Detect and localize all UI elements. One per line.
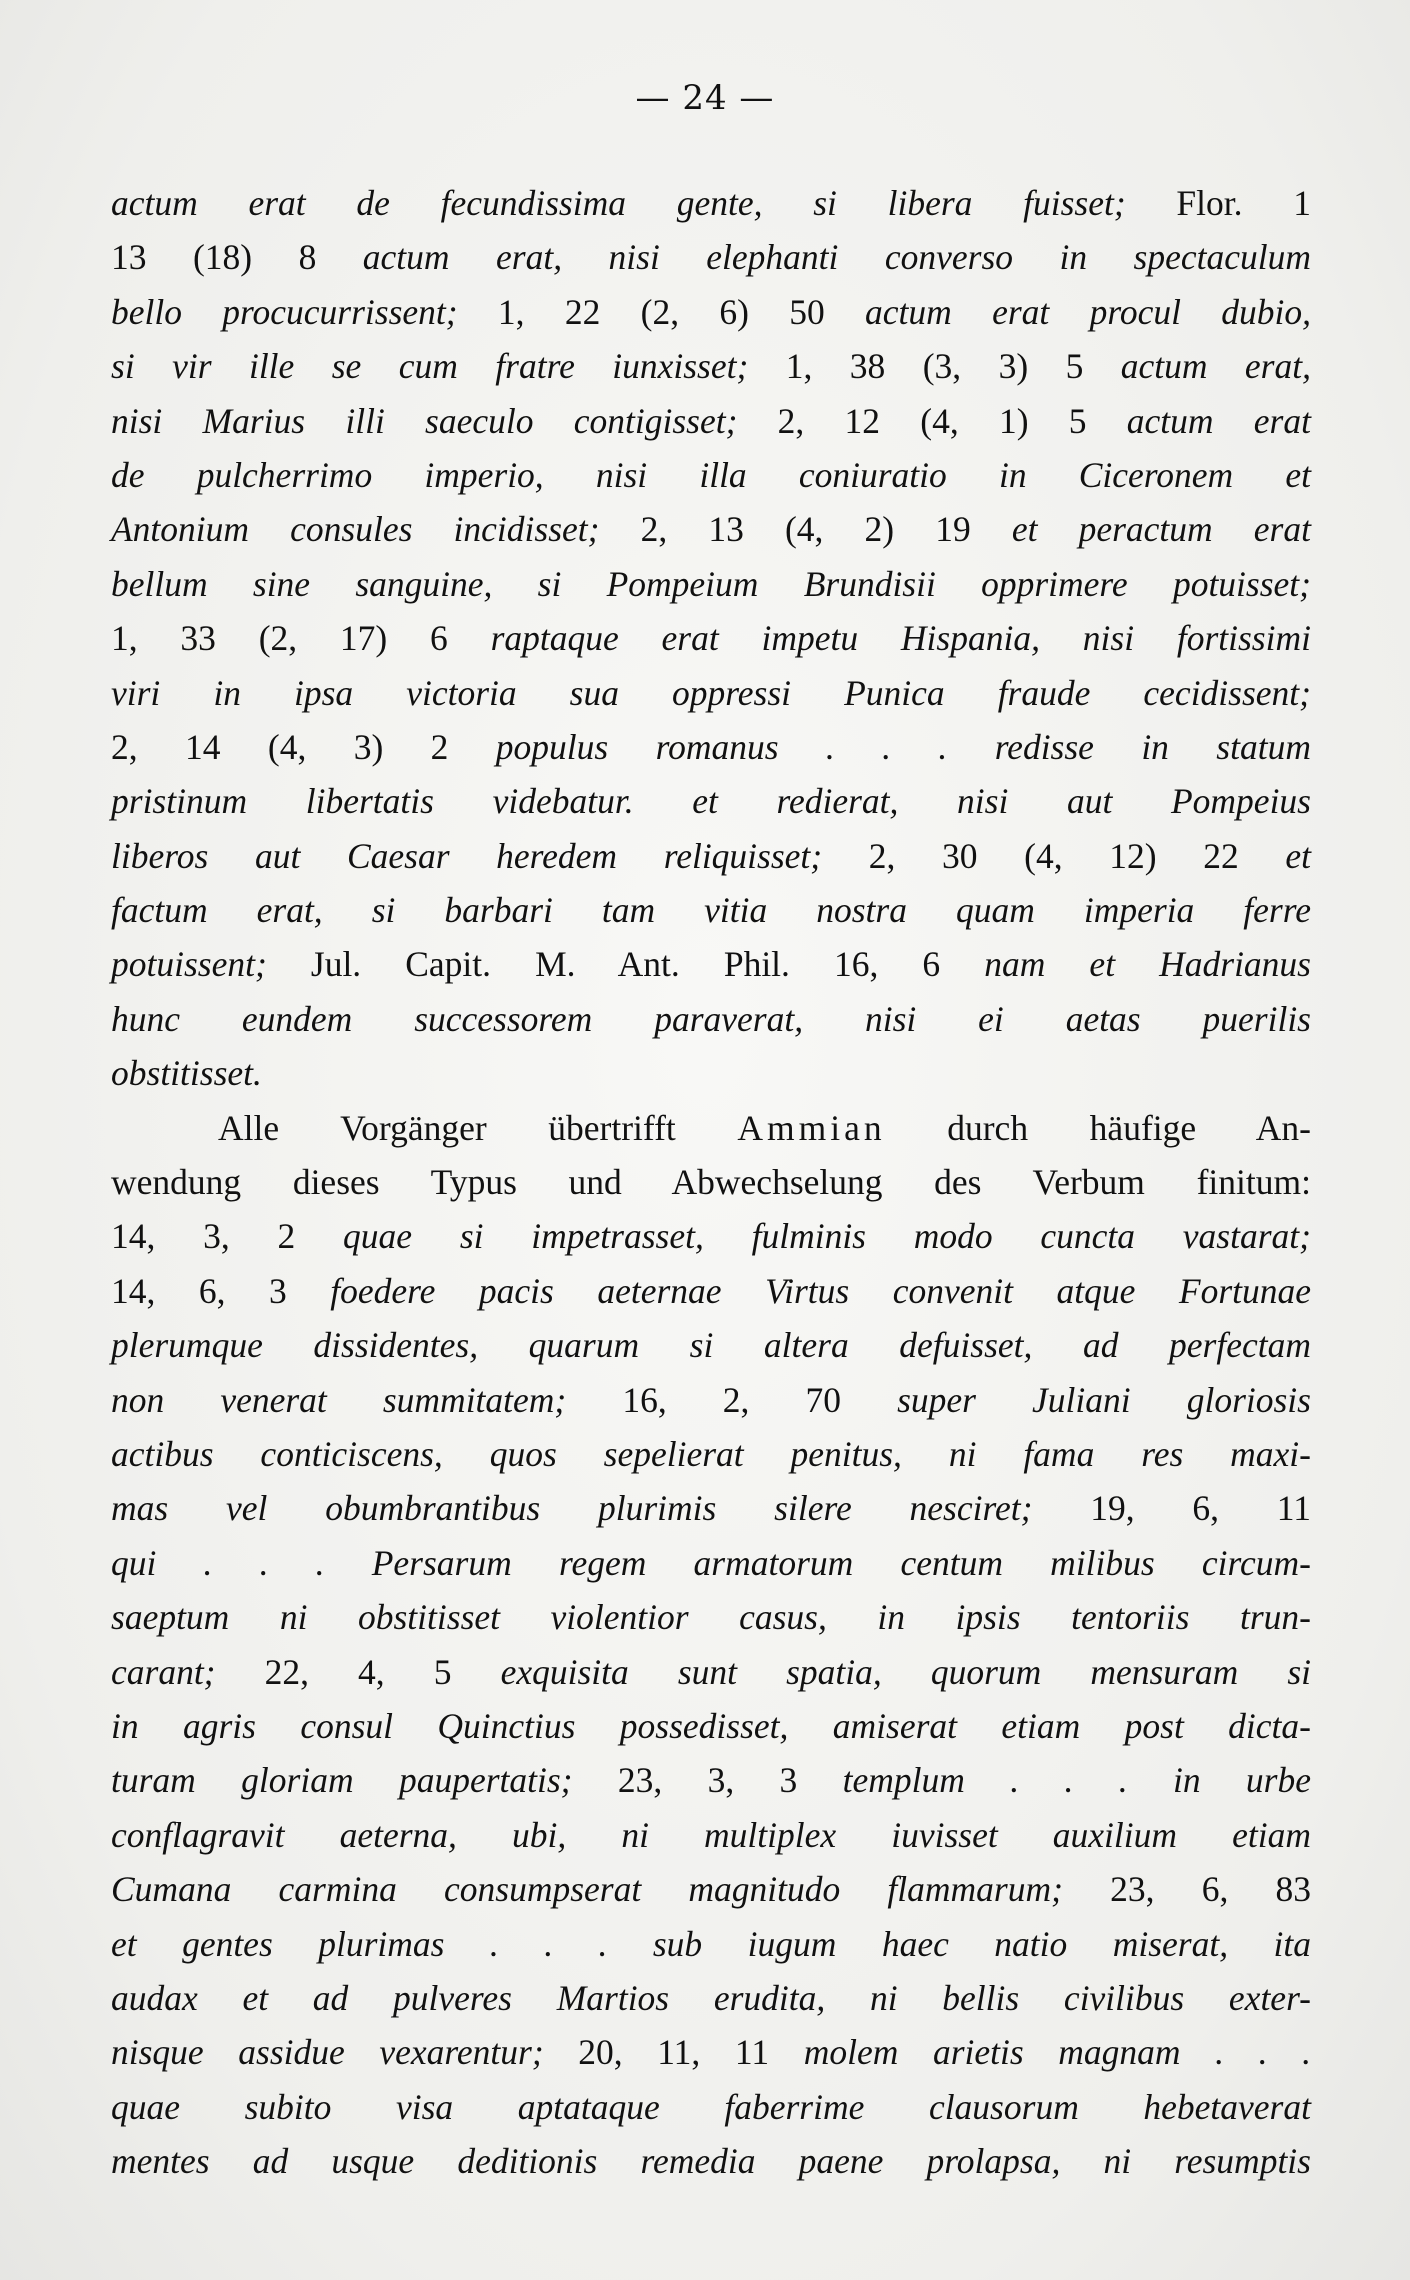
text-line — [111, 339, 1311, 393]
italic-segment: templum . . . in urbe — [842, 1760, 1311, 1801]
italic-segment: nisi Marius illi saeculo contigisset; — [111, 400, 738, 441]
italic-segment: obstitisset. — [111, 1053, 262, 1094]
italic-segment: carant; — [111, 1651, 216, 1692]
italic-segment: actum erat procul dubio, — [865, 291, 1311, 332]
text-segment: 14, 6, 3 — [111, 1270, 331, 1311]
text-line — [111, 2025, 1311, 2079]
text-line — [111, 1862, 1311, 1916]
text-line — [111, 1971, 1311, 2025]
body-text — [111, 176, 1311, 2188]
italic-segment: raptaque erat impetu Hispania, nisi fortissimi — [490, 618, 1311, 659]
italic-segment: Cumana carmina consumpserat magnitudo flammarum; — [111, 1869, 1063, 1910]
text-line — [111, 285, 1311, 339]
italic-segment: mentes ad usque deditionis remedia paene prolapsa, ni resumptis — [111, 2141, 1311, 2182]
text-line — [111, 1373, 1311, 1427]
text-segment: 23, 6, 83 — [1062, 1869, 1312, 1910]
text-segment: 19, 6, 11 — [1032, 1488, 1311, 1529]
text-line — [111, 992, 1311, 1046]
italic-segment: actum erat, — [1120, 346, 1311, 387]
text-segment: 1, 22 (2, 6) 50 — [457, 291, 866, 332]
italic-segment: factum erat, si barbari tam vitia nostra quam imperia ferre — [111, 890, 1311, 931]
italic-segment: et — [1285, 835, 1311, 876]
italic-segment: et gentes plurimas . . . sub iugum haec natio miserat, ita — [111, 1923, 1311, 1964]
italic-segment: potuissent; — [111, 944, 267, 985]
italic-segment: hunc eundem successorem paraverat, nisi ei aetas puerilis — [111, 998, 1311, 1039]
italic-segment: qui . . . Persarum regem armatorum centum milibus circum- — [111, 1542, 1311, 1583]
text-line — [111, 448, 1311, 502]
text-segment: wendung dieses Typus und Abwechselung des Verbum finitum: — [111, 1162, 1311, 1203]
italic-segment: actibus conticiscens, quos sepelierat penitus, ni fama res maxi- — [111, 1433, 1311, 1474]
italic-segment: in agris consul Quinctius possedisset, amiserat etiam post dicta- — [111, 1705, 1311, 1746]
text-line — [111, 829, 1311, 883]
italic-segment: actum erat, nisi elephanti converso in spectaculum — [362, 237, 1311, 278]
text-line — [111, 1808, 1311, 1862]
text-segment: Alle Vorgänger übertrifft — [218, 1107, 738, 1148]
italic-segment: actum erat — [1126, 400, 1311, 441]
italic-segment: plerumque dissidentes, quarum si altera defuisset, ad perfectam — [111, 1325, 1311, 1366]
italic-segment: exquisita sunt spatia, quorum mensuram si — [500, 1651, 1312, 1692]
text-line — [111, 937, 1311, 991]
text-line — [111, 557, 1311, 611]
text-segment: Jul. Capit. M. Ant. Phil. 16, 6 — [266, 944, 985, 985]
italic-segment: mas vel obumbrantibus plurimis silere nesciret; — [111, 1488, 1033, 1529]
text-line — [111, 1536, 1311, 1590]
italic-segment: et peractum erat — [1011, 509, 1311, 550]
page-number: — 24 — — [635, 78, 775, 118]
text-segment: 16, 2, 70 — [566, 1379, 898, 1420]
italic-segment: actum erat de fecundissima gente, si libera fuisset; — [111, 183, 1126, 223]
text-segment: 23, 3, 3 — [572, 1760, 843, 1801]
text-segment: 1, 33 (2, 17) 6 — [111, 618, 491, 659]
text-line — [111, 502, 1311, 556]
text-segment: durch häufige An- — [885, 1107, 1311, 1148]
text-segment: 13 (18) 8 — [111, 237, 363, 278]
italic-segment: turam gloriam paupertatis; — [111, 1760, 573, 1801]
text-line — [111, 1046, 1311, 1100]
italic-segment: populus romanus . . . redisse in statum — [495, 726, 1311, 767]
text-line — [111, 1155, 1311, 1209]
text-segment: 2, 14 (4, 3) 2 — [111, 726, 496, 767]
text-segment: 1, 38 (3, 3) 5 — [748, 346, 1121, 387]
text-line — [111, 2080, 1311, 2134]
text-line — [111, 1264, 1311, 1318]
italic-segment: bello procucurrissent; — [111, 291, 458, 332]
text-line — [111, 1209, 1311, 1263]
text-line — [111, 1917, 1311, 1971]
text-line — [111, 720, 1311, 774]
text-segment: 14, 3, 2 — [111, 1216, 344, 1257]
italic-segment: liberos aut Caesar heredem reliquisset; — [111, 835, 823, 876]
text-segment: Flor. 1 — [1125, 183, 1311, 223]
italic-segment: super Juliani gloriosis — [897, 1379, 1311, 1420]
text-line — [111, 666, 1311, 720]
text-segment: Ammian — [737, 1107, 886, 1148]
text-line — [111, 1590, 1311, 1644]
text-segment: 2, 12 (4, 1) 5 — [737, 400, 1127, 441]
italic-segment: quae si impetrasset, fulminis modo cuncta vastarat; — [343, 1216, 1311, 1257]
text-line — [111, 1753, 1311, 1807]
text-line — [111, 1427, 1311, 1481]
text-line — [111, 230, 1311, 284]
italic-segment: nam et Hadrianus — [984, 944, 1311, 985]
italic-segment: saeptum ni obstitisset violentior casus, in ipsis tentoriis trun- — [111, 1597, 1311, 1638]
italic-segment: si vir ille se cum fratre iunxisset; — [111, 346, 749, 387]
italic-segment: bellum sine sanguine, si Pompeium Brundisii opprimere potuisset; — [111, 563, 1311, 604]
text-line — [111, 1481, 1311, 1535]
text-line — [111, 883, 1311, 937]
text-line — [111, 1318, 1311, 1372]
text-line — [111, 176, 1311, 230]
text-segment: 20, 11, 11 — [543, 2032, 804, 2073]
italic-segment: audax et ad pulveres Martios erudita, ni bellis civilibus exter- — [111, 1977, 1311, 2018]
text-segment: 2, 13 (4, 2) 19 — [599, 509, 1012, 550]
italic-segment: foedere pacis aeternae Virtus convenit atque Fortunae — [330, 1270, 1311, 1311]
text-line — [111, 394, 1311, 448]
italic-segment: quae subito visa aptataque faberrime clausorum hebetaverat — [111, 2086, 1311, 2127]
italic-segment: pristinum libertatis videbatur. et redierat, nisi aut Pompeius — [111, 781, 1311, 822]
italic-segment: non venerat summitatem; — [111, 1379, 567, 1420]
italic-segment: Antonium consules incidisset; — [111, 509, 600, 550]
italic-segment: nisque assidue vexarentur; — [111, 2032, 544, 2073]
italic-segment: molem arietis magnam . . . — [803, 2032, 1311, 2073]
text-line — [111, 611, 1311, 665]
text-segment: 2, 30 (4, 12) 22 — [822, 835, 1286, 876]
italic-segment: de pulcherrimo imperio, nisi illa coniuratio in Ciceronem et — [111, 454, 1311, 495]
text-line — [111, 1101, 1311, 1155]
text-line — [111, 2134, 1311, 2188]
text-line — [111, 774, 1311, 828]
text-line — [111, 1699, 1311, 1753]
italic-segment: conflagravit aeterna, ubi, ni multiplex iuvisset auxilium etiam — [111, 1814, 1311, 1855]
italic-segment: viri in ipsa victoria sua oppressi Punica fraude cecidissent; — [111, 672, 1311, 713]
text-segment: 22, 4, 5 — [215, 1651, 501, 1692]
text-line — [111, 1645, 1311, 1699]
